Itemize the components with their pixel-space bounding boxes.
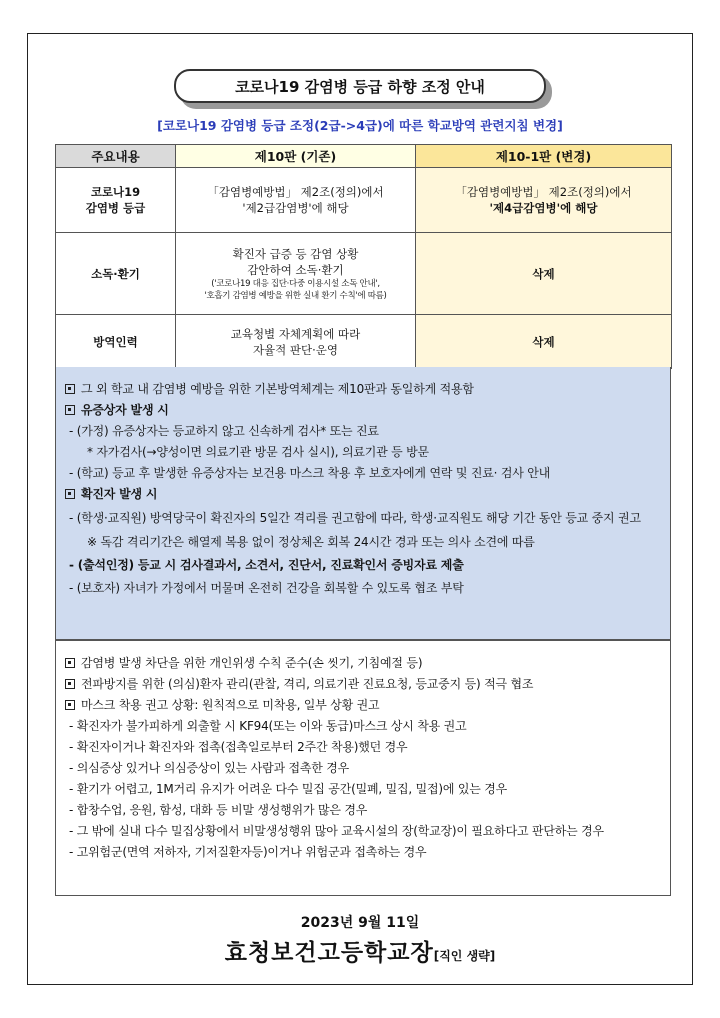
row-topic: 소독·환기 xyxy=(56,233,176,315)
section-heading: 확진자 발생 시 xyxy=(65,484,662,505)
row-new: 삭제 xyxy=(416,315,672,369)
guideline-item: - 확진자가 불가피하게 외출할 시 KF94(또는 이와 동급)마스크 상시 착용 권고 xyxy=(69,719,467,733)
school-name: 효청보건고등학교장 xyxy=(224,940,434,966)
comparison-table xyxy=(55,144,672,369)
signature-line xyxy=(0,934,720,967)
guideline-item: - 환기가 어렵고, 1M거리 유지가 어려운 다수 밀집 공간(밀폐, 밀집, 밀접)에 있는 경우 xyxy=(69,782,508,796)
table-row xyxy=(56,315,672,369)
guideline-item: 마스크 착용 권고 상황: 원칙적으로 미착용, 일부 상황 권고 xyxy=(65,695,662,716)
guideline-item: 그 외 학교 내 감염병 예방을 위한 기본방역체계는 제10판과 동일하게 적용함 xyxy=(65,379,662,400)
row-topic: 방역인력 xyxy=(56,315,176,369)
issue-date: 2023년 9월 11일 xyxy=(300,915,420,931)
table-header-row xyxy=(56,145,672,168)
guideline-item: - (가정) 유증상자는 등교하지 않고 신속하게 검사* 또는 진료 xyxy=(69,424,379,438)
guideline-item: 감염병 발생 차단을 위한 개인위생 수칙 준수(손 씻기, 기침예절 등) xyxy=(65,653,662,674)
seal-note: [직인 생략] xyxy=(433,949,496,963)
guideline-item: - 그 밖에 실내 다수 밀집상황에서 비말생성행위 많아 교육시설의 장(학교장)이 필요하다고 판단하는 경우 xyxy=(69,824,604,838)
square-bullet-icon xyxy=(65,700,75,710)
title-box xyxy=(174,69,546,103)
subtitle: [코로나19 감염병 등급 조정(2급->4급)에 따른 학교방역 관련지침 변경] xyxy=(157,118,563,133)
section-heading: 유증상자 발생 시 xyxy=(65,400,662,421)
guideline-item: - (출석인정) 등교 시 검사결과서, 소견서, 진단서, 진료확인서 증빙자료 제출 xyxy=(69,558,464,572)
square-bullet-icon xyxy=(65,489,75,499)
guideline-item: - (보호자) 자녀가 가정에서 머물며 온전히 건강을 회복할 수 있도록 협조 부탁 xyxy=(69,581,464,595)
row-old: 「감염병예방법」 제2조(정의)에서 '제2급감염병'에 해당 xyxy=(176,168,416,233)
document-title: 코로나19 감염병 등급 하향 조정 안내 xyxy=(235,77,485,96)
guideline-item: - 고위험군(면역 저하자, 기저질환자등)이거나 위험군과 접촉하는 경우 xyxy=(69,845,427,859)
row-new: 삭제 xyxy=(416,233,672,315)
guideline-item: - 확진자이거나 확진자와 접촉(접촉일로부터 2주간 착용)했던 경우 xyxy=(69,740,408,754)
header-new: 제10-1판 (변경) xyxy=(416,145,672,168)
guideline-item: - 의심증상 있거나 의심증상이 있는 사람과 접촉한 경우 xyxy=(69,761,350,775)
guideline-note: * 자가검사(→양성이면 의료기관 방문 검사 실시), 의료기관 등 방문 xyxy=(87,445,429,459)
row-old: 교육청별 자체계획에 따라 자율적 판단·운영 xyxy=(176,315,416,369)
guideline-item: 전파방지를 위한 (의심)환자 관리(관찰, 격리, 의료기관 진료요청, 등교중지 등) 적극 협조 xyxy=(65,674,662,695)
square-bullet-icon xyxy=(65,405,75,415)
header-topic: 주요내용 xyxy=(56,145,176,168)
table-row xyxy=(56,233,672,315)
header-old: 제10판 (기존) xyxy=(176,145,416,168)
table-row xyxy=(56,168,672,233)
square-bullet-icon xyxy=(65,679,75,689)
row-topic: 코로나19 감염병 등급 xyxy=(56,168,176,233)
guideline-item: - (학생·교직원) 방역당국이 확진자의 5일간 격리를 권고함에 따라, 학생·교직원도 해당 기간 동안 등교 중지 권고 xyxy=(69,511,641,525)
guideline-item: - 합창수업, 응원, 함성, 대화 등 비말 생성행위가 많은 경우 xyxy=(69,803,368,817)
row-new: 「감염병예방법」 제2조(정의)에서 '제4급감염병'에 해당 xyxy=(416,168,672,233)
guideline-item: - (학교) 등교 후 발생한 유증상자는 보건용 마스크 착용 후 보호자에게 연락 및 진료· 검사 안내 xyxy=(69,466,551,480)
square-bullet-icon xyxy=(65,384,75,394)
hygiene-box xyxy=(55,640,671,896)
row-old: 확진자 급증 등 감염 상황 감안하여 소독·환기 ('코로나19 대응 집단·다중 이용시설 소독 안내', '호흡기 감염병 예방을 위한 실내 환기 수칙'에 따름) xyxy=(176,233,416,315)
guideline-box xyxy=(55,367,671,640)
guideline-note: ※ 독감 격리기간은 해열제 복용 없이 정상체온 회복 24시간 경과 또는 의사 소견에 따름 xyxy=(87,535,535,549)
square-bullet-icon xyxy=(65,658,75,668)
